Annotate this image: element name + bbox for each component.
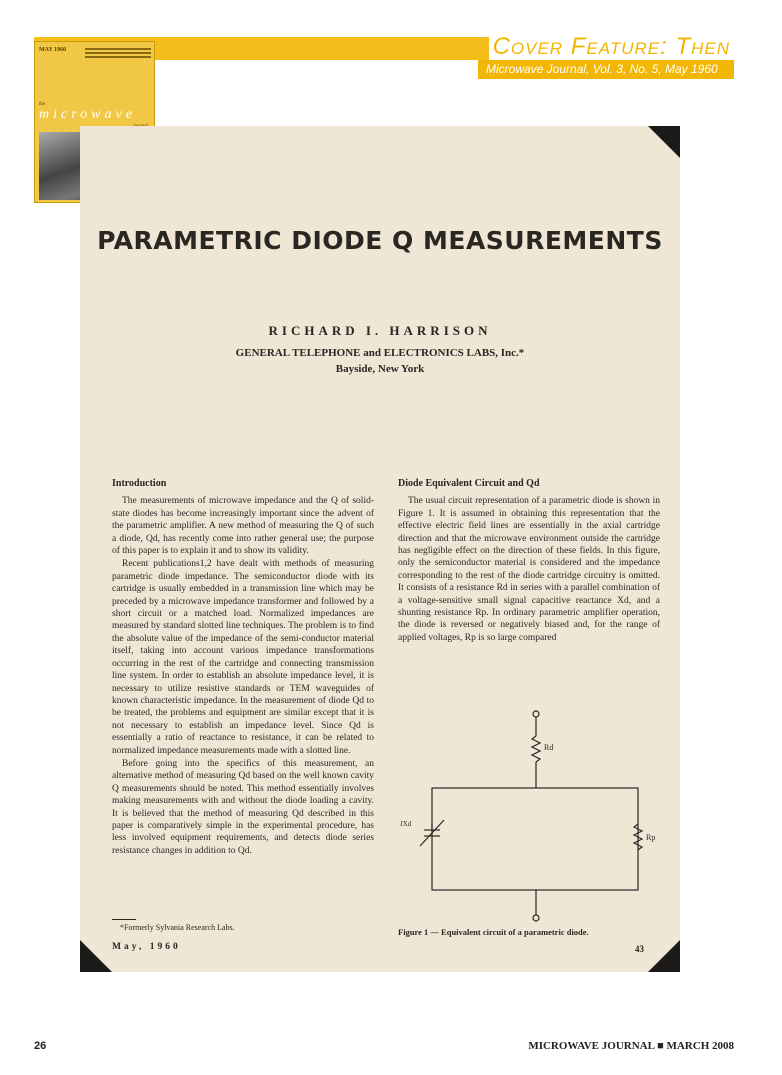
label-rp: Rp — [646, 833, 656, 842]
right-column — [398, 478, 660, 645]
article-location: Bayside, New York — [335, 363, 425, 375]
figure-caption: Figure 1 — Equivalent circuit of a parametric diode. — [398, 927, 589, 937]
section-heading-circuit: Diode Equivalent Circuit and Qd — [398, 478, 540, 489]
cover-logo: microwave — [39, 107, 136, 122]
label-rd: Rd — [544, 743, 554, 752]
footnote-rule — [112, 919, 136, 920]
footnote: *Formerly Sylvania Research Labs. — [120, 923, 235, 932]
article-page-number: 43 — [635, 944, 644, 954]
label-jxd: JXd — [400, 820, 412, 828]
article-affiliation: GENERAL TELEPHONE and ELECTRONICS LABS, Inc.* — [235, 347, 525, 359]
feature-title: Cover Feature: Then — [489, 33, 734, 61]
photo-corner — [648, 940, 680, 972]
left-column — [112, 478, 374, 858]
paragraph: The measurements of microwave impedance and the Q of solid-state diodes has become increasingly important since the advent of the parametric amplifier. A new method of measuring the Q of such a diode, Qd, has recently come into rather general use; the purpose of this paper is to explain it and to show its validity. — [112, 496, 374, 557]
paragraph: Before going into the specifics of this measurement, an alternative method of measuring Qd based on the well known cavity Q measurements should be noted. This method essentially involves making measurements with and without the diode loading a cavity. It is believed that the method of measuring Qd described in this paper is comparatively simple in the experimental procedure, has less involved equipment requirements, and detects diode series resistance changes in addition to Qd. — [112, 758, 374, 856]
equivalent-circuit-figure — [398, 706, 660, 926]
cover-the: the — [39, 102, 46, 107]
section-heading-introduction: Introduction — [112, 478, 167, 489]
paragraph: The usual circuit representation of a parametric diode is shown in Figure 1. It is assumed in obtaining this representation that the effective electric field lines are essentially in the axial cartridge direction and that the microwave environment outside the cartridge has negligible effect on the direction of these fields. In this figure, only the semiconductor material is considered and the impedance corresponding to the rest of the diode cartridge circuitry is omitted. It consists of a resistance Rd in series with a parallel combination of a voltage-sensitive small signal capacitive reactance Xd, and a shunting resistance Rp. In ordinary parametric amplifier operation, the diode is reversed or negatively biased and, for the range of applied voltages, Rp is so large compared — [398, 496, 660, 643]
cover-contents-lines — [85, 46, 151, 60]
photo-corner — [648, 126, 680, 158]
paragraph: Recent publications1,2 have dealt with methods of measuring parametric diode impedance. The semiconductor diode with its cartridge is usually embedded in a transmission line which may be preceded by a microwave impedance transformer and followed by a short circuit or a matched load. Normalized impedances are measured by standard slotted line techniques. The problem is to find the absolute value of the impedance of the semi-conductor material itself, taking into account various impedance transformations occurring in the rest of the cartridge and connecting transmission line system. In order to establish an absolute impedance level, it is necessary to utilize resistive standards or TEM waveguides of known characteristic impedance. In the measurement of diode Qd to be treated, the problems and equipment are similar except that it is not necessary to establish an impedance level. Since Qd is essentially a ratio of reactance to resistance, it can be related to normalized impedance measurements made with a slotted line. — [112, 559, 374, 756]
article-author: RICHARD I. HARRISON — [268, 323, 492, 338]
feature-subtitle: Microwave Journal, Vol. 3, No. 5, May 1960 — [478, 60, 734, 79]
article-page — [80, 126, 680, 972]
article-footer-date: May, 1960 — [112, 942, 181, 952]
page-number: 26 — [34, 1040, 47, 1052]
journal-footer: MICROWAVE JOURNAL ■ MARCH 2008 — [528, 1040, 734, 1052]
article-title: PARAMETRIC DIODE Q MEASUREMENTS — [97, 226, 663, 255]
photo-corner — [80, 940, 112, 972]
cover-month: MAY 1960 — [39, 47, 67, 53]
